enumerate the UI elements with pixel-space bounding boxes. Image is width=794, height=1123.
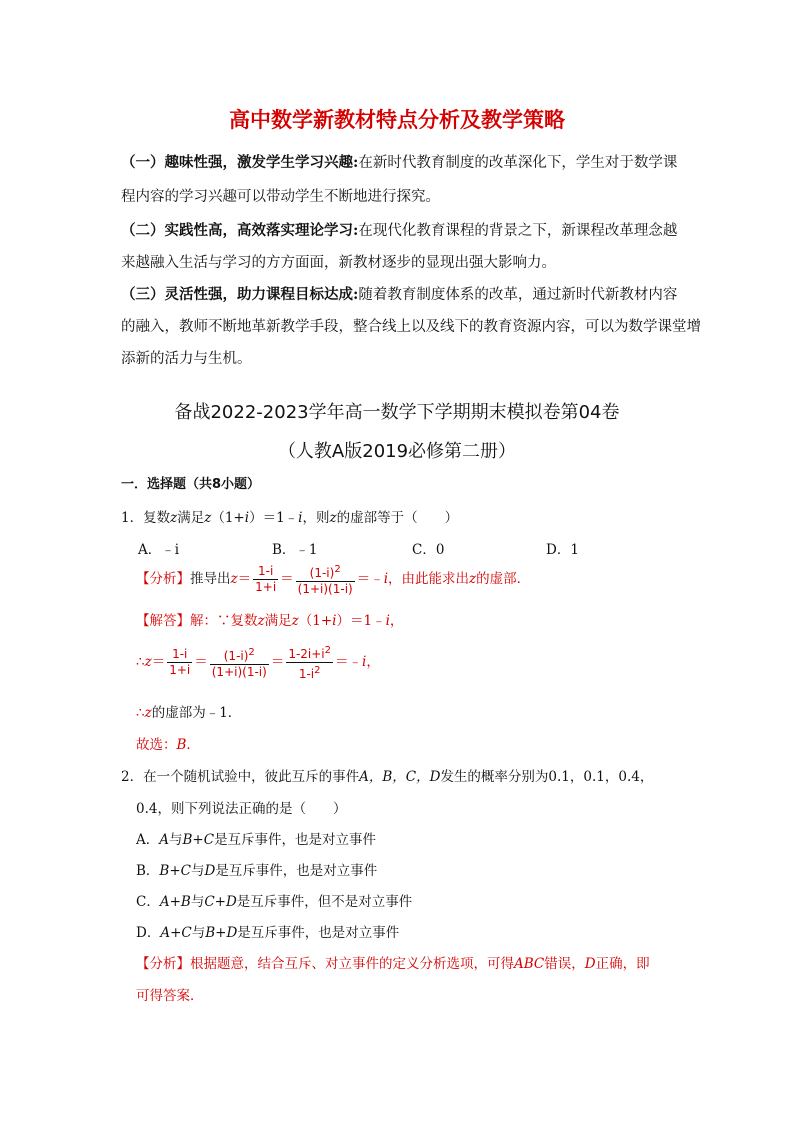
intro-3-line-2: 的融入，教师不断地革新教学手段，整合线上以及线下的教育资源内容，可以为数学课堂增	[121, 319, 701, 335]
q1-deriv-z: z	[144, 654, 152, 670]
q1-analysis-z: z	[230, 571, 238, 587]
q1-solution-d: ）＝1﹣	[336, 613, 386, 629]
q1-analysis-frac2	[296, 562, 355, 597]
intro-1-line-2: 程内容的学习兴趣可以带动学生不断地进行探究。	[121, 189, 440, 205]
page-title: 高中数学新教材特点分析及教学策略	[229, 108, 565, 132]
intro-1-lead: （一）趣味性强，激发学生学习兴趣:	[121, 154, 359, 171]
q2-analysis-label: 【分析】	[136, 956, 190, 972]
q1-option-b: B．﹣1	[272, 542, 318, 558]
q1-solution-i: i	[332, 613, 337, 629]
q2-opt-d-a: A+C	[160, 925, 192, 941]
q1-solution-a: 解：∵复数	[190, 613, 258, 629]
deriv-frac3-den: 1-i	[298, 667, 315, 681]
q1-deriv-eq-2: ＝	[194, 654, 208, 670]
q2-opt-c-label: C．	[136, 894, 160, 910]
q1-answer	[136, 733, 200, 753]
q1-option-d: D．1	[546, 542, 579, 558]
intro-3-text: 随着教育制度体系的改革，通过新时代新教材内容	[358, 287, 678, 303]
intro-2-line-1	[121, 219, 677, 240]
q2-opt-b-b: D	[204, 863, 216, 879]
q2-opt-d-label: D．	[136, 925, 161, 941]
frac2-sup: 2	[334, 564, 341, 575]
q2-opt-a-label: A．	[136, 832, 160, 848]
deriv-frac3-num: 1-2i+i	[288, 647, 325, 661]
q1-analysis-d: 的虚部．	[476, 571, 531, 587]
q2-analysis-d: D	[584, 956, 596, 972]
q1-option-a: A．﹣i	[138, 542, 180, 558]
q2-opt-b-a: B+C	[159, 863, 191, 879]
q1-var-i-2: i	[298, 510, 303, 526]
q1-solution-b: 满足	[264, 613, 292, 629]
frac2-den: (1+i)(1-i)	[297, 582, 353, 596]
q2-opt-a-a: A	[159, 832, 169, 848]
q1-solution-c: （1+	[298, 613, 333, 629]
q1-deriv-i: i	[362, 654, 367, 670]
q1-solution	[136, 609, 403, 629]
q1-result	[136, 701, 241, 721]
q1-deriv-frac1	[167, 647, 192, 678]
q1-solution-label: 【解答】	[136, 613, 190, 629]
q2-opt-b-tail: 是互斥事件，也是对立事件	[215, 863, 378, 879]
q1-analysis	[136, 562, 530, 597]
q1-derivation	[136, 643, 380, 682]
intro-1-line-1	[121, 151, 677, 172]
q2-option-d	[136, 921, 399, 941]
q1-stem-b: 满足	[177, 510, 205, 526]
q2-analysis-c: 正确，即	[595, 956, 650, 972]
q2-opt-d-mid: 与	[191, 925, 206, 941]
deriv-frac2-den: (1+i)(1-i)	[211, 665, 267, 679]
q1-analysis-c: ，由此能求出	[388, 571, 470, 587]
q1-var-z-3: z	[329, 510, 337, 526]
q2-analysis-abc: ABC	[514, 956, 545, 972]
q1-analysis-frac1	[253, 564, 278, 595]
result-therefore: ∴	[136, 705, 145, 721]
result-z: z	[144, 705, 152, 721]
exam-title: 备战2022-2023学年高一数学下学期期末模拟卷第04卷	[174, 402, 620, 423]
frac2-num: (1-i)	[309, 566, 335, 580]
q2-opt-c-a: A+B	[159, 894, 191, 910]
q1-analysis-eq-2: ＝	[280, 571, 294, 587]
q1-stem-a: 1．复数	[121, 510, 171, 526]
q1-deriv-comma: ，	[366, 654, 380, 670]
frac1-den: 1+i	[255, 580, 277, 594]
q1-solution-z: z	[257, 613, 265, 629]
answer-label: 故选：	[136, 737, 177, 753]
q1-var-i: i	[244, 510, 250, 526]
q2-stem-a: 2．在一个随机试验中，彼此互斥的事件	[121, 769, 360, 785]
q1-stem-e: ，则	[302, 510, 330, 526]
q1-deriv-eq: ＝	[151, 654, 166, 670]
section-heading: 一．选择题（共8小题）	[121, 477, 261, 492]
q2-analysis-b: 错误，	[544, 956, 585, 972]
answer-value: B	[176, 737, 187, 753]
intro-3-line-3: 添新的活力与生机。	[121, 351, 252, 367]
q2-events: A，B，C，D	[359, 769, 441, 785]
q2-opt-a-tail: 是互斥事件，也是对立事件	[214, 832, 377, 848]
q1-analysis-b: ＝﹣	[356, 571, 384, 587]
intro-2-text: 在现代化教育课程的背景之下，新课程改革理念越	[358, 223, 678, 239]
q1-var-z: z	[170, 510, 178, 526]
frac1-num: 1-i	[253, 564, 278, 580]
q2-stem-line-2: 0.4，则下列说法正确的是（ ）	[136, 801, 347, 817]
q1-stem-f: 的虚部等于（ ）	[336, 510, 459, 526]
q1-stem	[121, 506, 458, 526]
q2-opt-c-tail: 是互斥事件，但不是对立事件	[236, 894, 413, 910]
deriv-frac2-num: (1-i)	[223, 649, 249, 663]
q2-option-a	[136, 828, 376, 848]
q2-opt-d-b: B+D	[205, 925, 238, 941]
result-text: 的虚部为﹣1．	[151, 705, 242, 721]
q2-analysis-line-2: 可得答案．	[136, 988, 204, 1004]
q2-opt-a-b: B+C	[182, 832, 215, 848]
q1-deriv-frac2	[210, 645, 269, 680]
q1-solution-i-2: i	[385, 613, 390, 629]
therefore-symbol: ∴	[136, 654, 145, 670]
q1-analysis-i: i	[383, 571, 389, 587]
q1-analysis-z-2: z	[469, 571, 477, 587]
deriv-frac2-sup: 2	[248, 647, 255, 658]
deriv-frac1-den: 1+i	[169, 663, 191, 677]
intro-3-line-1	[121, 283, 677, 304]
q1-solution-e: ，	[389, 613, 404, 629]
q2-stem-b: 发生的概率分别为0.1，0.1，0.4，	[440, 769, 654, 785]
q1-var-z-2: z	[204, 510, 212, 526]
q1-deriv-frac3	[286, 643, 333, 682]
deriv-frac1-num: 1-i	[167, 647, 192, 663]
q1-analysis-eq: ＝	[237, 571, 252, 587]
q2-opt-c-b: C+D	[204, 894, 237, 910]
q1-stem-d: ）＝1﹣	[249, 510, 299, 526]
q2-option-b	[136, 859, 377, 879]
q2-opt-b-mid: 与	[190, 863, 205, 879]
q1-deriv-b: ＝﹣	[335, 654, 363, 670]
exam-subtitle: （人教A版2019必修第二册）	[277, 441, 517, 462]
q2-option-c	[136, 890, 412, 910]
q2-opt-c-mid: 与	[190, 894, 205, 910]
answer-end: ．	[186, 737, 200, 753]
q2-analysis	[136, 952, 650, 972]
q1-deriv-eq-3: ＝	[270, 654, 285, 670]
deriv-frac3-den-sup: 2	[314, 665, 321, 676]
q1-analysis-a: 推导出	[190, 571, 231, 587]
q2-opt-a-mid: 与	[169, 832, 183, 848]
q2-stem-line-1	[121, 765, 653, 785]
q2-opt-b-label: B．	[136, 863, 160, 879]
intro-2-lead: （二）实践性高，高效落实理论学习:	[121, 222, 359, 239]
q2-analysis-a: 根据题意，结合互斥、对立事件的定义分析选项，可得	[190, 956, 514, 972]
intro-3-lead: （三）灵活性强，助力课程目标达成:	[121, 286, 359, 303]
q1-option-c: C．0	[412, 542, 445, 558]
intro-1-text: 在新时代教育制度的改革深化下，学生对于数学课	[358, 155, 678, 171]
q1-stem-c: （1+	[211, 510, 245, 526]
q2-opt-d-tail: 是互斥事件，也是对立事件	[237, 925, 400, 941]
deriv-frac3-sup: 2	[324, 645, 332, 656]
q1-solution-z-2: z	[291, 613, 299, 629]
intro-2-line-2: 来越融入生活与学习的方方面面，新教材逐步的显现出强大影响力。	[121, 255, 556, 271]
q1-analysis-label: 【分析】	[136, 571, 190, 587]
